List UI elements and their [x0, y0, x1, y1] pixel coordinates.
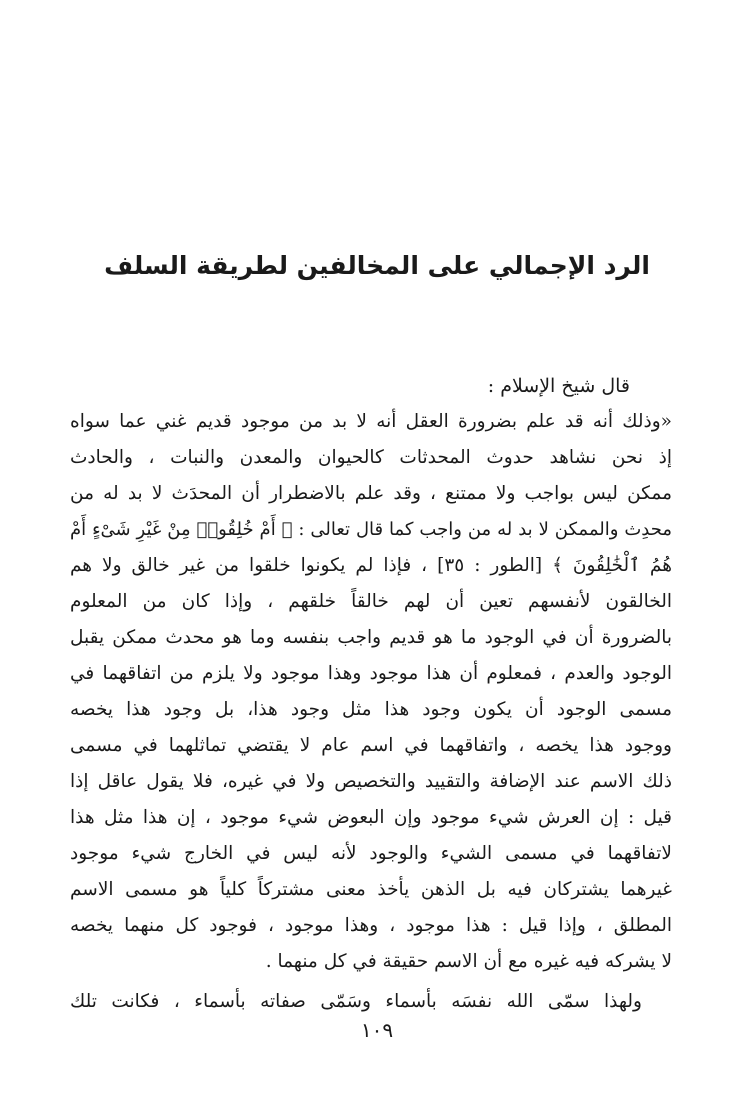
- body-line: الوجود والعدم ، فمعلوم أن هذا موجود وهذا موجود ولا يلزم من اتفاقهما في: [70, 663, 672, 684]
- body-line: بالضرورة أن في الوجود ما هو قديم واجب بنفسه وما هو محدث ممكن يقبل: [70, 627, 672, 648]
- next-paragraph-line: ولهذا سمّى الله نفسَه بأسماء وسَمّى صفاته بأسماء ، فكانت تلك: [70, 991, 642, 1012]
- page-number: ١٠٩: [360, 1018, 394, 1042]
- body-line: «وذلك أنه قد علم بضرورة العقل أنه لا بد من موجود قديم غني عما سواه: [70, 411, 672, 432]
- body-line: ووجود هذا يخصه ، واتفاقهما في اسم عام لا يقتضي تماثلهما في مسمى: [70, 735, 672, 756]
- body-line: الخالقون لأنفسهم تعين أن لهم خالقاً خلقهم ، وإذا كان من المعلوم: [70, 591, 672, 612]
- body-line: إذ نحن نشاهد حدوث المحدثات كالحيوان والمعدن والنبات ، والحادث: [70, 447, 672, 468]
- body-line: لا يشركه فيه غيره مع أن الاسم حقيقة في كل منهما .: [265, 951, 672, 972]
- body-line: مسمى الوجود أن يكون وجود هذا مثل وجود هذا، بل وجود هذا يخصه: [70, 699, 672, 720]
- body-line: ذلك الاسم عند الإضافة والتقييد والتخصيص ولا في غيره، فلا يقول عاقل إذا: [70, 771, 672, 792]
- body-line: غيرهما يشتركان فيه بل الذهن يأخذ معنى مشتركاً كلياً هو مسمى الاسم: [70, 879, 672, 900]
- body-line: المطلق ، وإذا قيل : هذا موجود ، وهذا موجود ، فوجود كل منهما يخصه: [70, 915, 672, 936]
- body-line: لاتفاقهما في مسمى الشيء والوجود لأنه ليس في الخارج شيء موجود: [70, 843, 672, 864]
- intro-line: قال شيخ الإسلام :: [487, 375, 630, 397]
- page-title: الرد الإجمالي على المخالفين لطريقة السلف: [104, 251, 650, 280]
- body-line: هُمُ ٱلْخَٰلِقُونَ ﴾ [الطور : ٣٥] ، فإذا لم يكونوا خلقوا من غير خالق ولا هم: [70, 555, 672, 576]
- body-line: محدِث والممكن لا بد له من واجب كما قال تعالى : ﴿ أَمْ خُلِقُوا۟ مِنْ غَيْرِ شَىْءٍ أَمْ: [70, 519, 672, 540]
- body-line: ممكن ليس بواجب ولا ممتنع ، وقد علم بالاضطرار أن المحدَث لا بد له من: [70, 483, 672, 504]
- body-line: قيل : إن العرش شيء موجود وإن البعوض شيء موجود ، إن هذا مثل هذا: [70, 807, 672, 828]
